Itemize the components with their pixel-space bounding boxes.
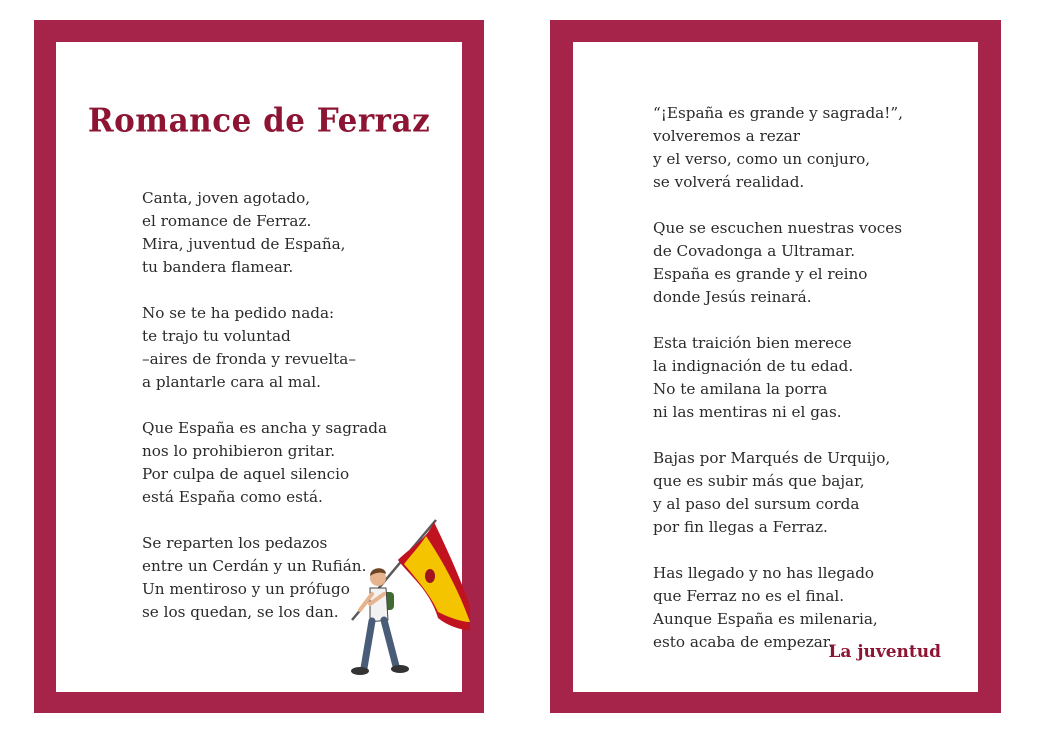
right-poem-card <box>550 20 1001 713</box>
verse-line: la indignación de tu edad. <box>653 357 854 375</box>
flag-bearer-illustration <box>310 500 470 680</box>
verse-line: se volverá realidad. <box>653 173 805 191</box>
verse-line: Que se escuchen nuestras voces <box>653 219 903 237</box>
stanza <box>142 302 387 394</box>
stanza <box>653 217 903 309</box>
verse-line: Canta, joven agotado, <box>142 189 311 207</box>
verse-line: tu bandera flamear. <box>142 258 294 276</box>
verse-line: ni las mentiras ni el gas. <box>653 403 842 421</box>
leg <box>364 621 372 668</box>
right-card-page <box>573 42 978 692</box>
verse-line: de Covadonga a Ultramar. <box>653 242 856 260</box>
verse-line: nos lo prohibieron gritar. <box>142 442 336 460</box>
right-poem-body <box>653 102 903 677</box>
verse-line: está España como está. <box>142 488 323 506</box>
verse-line: –aires de fronda y revuelta– <box>142 350 356 368</box>
verse-line: Por culpa de aquel silencio <box>142 465 350 483</box>
verse-line: entre un Cerdán y un Rufián. <box>142 557 367 575</box>
verse-line: Un mentiroso y un prófugo <box>142 580 350 598</box>
verse-line: “¡España es grande y sagrada!”, <box>653 104 903 122</box>
verse-line: esto acaba de empezar. <box>653 633 834 651</box>
signature: La juventud <box>828 642 941 662</box>
stanza <box>653 562 903 654</box>
stanza <box>653 447 903 539</box>
verse-line: y al paso del sursum corda <box>653 495 860 513</box>
leg <box>384 620 396 666</box>
shoe <box>351 667 369 675</box>
verse-line: Has llegado y no has llegado <box>653 564 875 582</box>
stanza <box>142 417 387 509</box>
verse-line: que Ferraz no es el final. <box>653 587 845 605</box>
verse-line: que es subir más que bajar, <box>653 472 865 490</box>
poem-title: Romance de Ferraz <box>87 102 431 140</box>
verse-line: Mira, juventud de España, <box>142 235 346 253</box>
verse-line: Aunque España es milenaria, <box>653 610 878 628</box>
verse-line: Bajas por Marqués de Urquijo, <box>653 449 891 467</box>
verse-line: No se te ha pedido nada: <box>142 304 335 322</box>
verse-line: No te amilana la porra <box>653 380 828 398</box>
stanza <box>653 102 903 194</box>
stanza <box>653 332 903 424</box>
verse-line: te trajo tu voluntad <box>142 327 291 345</box>
verse-line: a plantarle cara al mal. <box>142 373 321 391</box>
spanish-flag-icon <box>398 522 470 631</box>
verse-line: se los quedan, se los dan. <box>142 603 339 621</box>
stanza <box>142 187 387 279</box>
verse-line: Que España es ancha y sagrada <box>142 419 388 437</box>
verse-line: España es grande y el reino <box>653 265 868 283</box>
verse-line: volveremos a rezar <box>653 127 801 145</box>
verse-line: por fin llegas a Ferraz. <box>653 518 828 536</box>
verse-line: donde Jesús reinará. <box>653 288 812 306</box>
verse-line: el romance de Ferraz. <box>142 212 312 230</box>
verse-line: Esta traición bien merece <box>653 334 852 352</box>
shoe <box>391 665 409 673</box>
verse-line: y el verso, como un conjuro, <box>653 150 871 168</box>
verse-line: Se reparten los pedazos <box>142 534 328 552</box>
